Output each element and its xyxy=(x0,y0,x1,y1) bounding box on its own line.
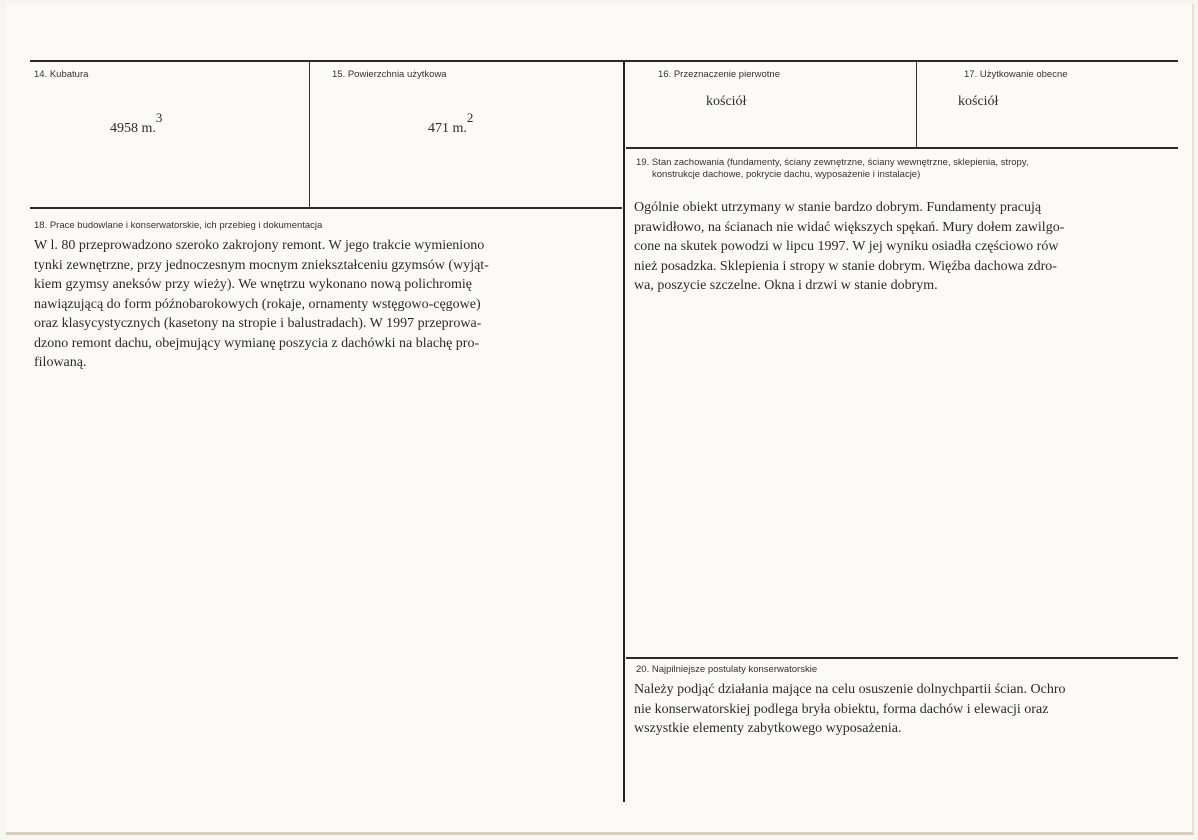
record-card xyxy=(6,4,1194,835)
usable-area-number: 471 m. xyxy=(428,121,467,136)
rule-right-bottom xyxy=(626,657,1178,659)
condition-text-line: cone na skutek powodzi w lipcu 1997. W jej wyniku osiadła częściowo rów xyxy=(634,239,1059,254)
works-text-line: tynki zewnętrzne, przy jednoczesnym mocnym zniekształceniu gzymsów (wyjąt- xyxy=(34,257,489,273)
works-text-line: nawiązującą do form późnobarokowych (rokaje, ornamenty wstęgowo-cęgowe) xyxy=(34,296,481,312)
postulates-text-line: wszystkie elementy zabytkowego wyposażenia. xyxy=(634,721,902,736)
postulates-text-line: Należy podjąć działania mające na celu osuszenie dolnychpartii ścian. Ochro xyxy=(634,682,1066,697)
works-text xyxy=(34,236,489,373)
works-text-line: W l. 80 przeprowadzono szeroko zakrojony remont. W jego trakcie wymieniono xyxy=(34,238,485,253)
works-text-line: kiem gzymsy aneksów przy wieży). We wnętrzu wykonano nową polichromię xyxy=(34,277,472,292)
current-use-value: kościół xyxy=(958,94,999,109)
condition-label-line2: konstrukcje dachowe, pokrycie dachu, wyposażenie i instalacje) xyxy=(652,169,921,180)
postulates-label: 20. Najpilniejsze postulaty konserwatorskie xyxy=(636,664,818,675)
condition-text xyxy=(634,198,1064,296)
condition-label-line1: 19. Stan zachowania (fundamenty, ściany zewnętrzne, ściany wewnętrzne, sklepienia, stropy, xyxy=(636,157,1029,168)
works-text-line: filowaną. xyxy=(34,355,87,370)
works-label: 18. Prace budowlane i konserwatorskie, ich przebieg i dokumentacja xyxy=(34,220,323,231)
cubature-value xyxy=(110,110,163,137)
works-text-line: oraz klasycystycznych (kasetony na stropie i balustradach). W 1997 przeprowa- xyxy=(34,316,482,331)
original-use-label: 16. Przeznaczenie pierwotne xyxy=(658,69,780,80)
usable-area-value xyxy=(428,110,474,137)
divider-16-17 xyxy=(916,62,917,148)
current-use-label: 17. Użytkowanie obecne xyxy=(964,69,1068,80)
usable-area-exponent: 2 xyxy=(466,110,474,125)
usable-area-label: 15. Powierzchnia użytkowa xyxy=(332,69,447,80)
divider-14-15 xyxy=(309,62,310,208)
rule-right-top xyxy=(626,147,1178,149)
center-divider xyxy=(623,62,625,802)
condition-text-line: wa, poszycie szczelne. Okna i drzwi w stanie dobrym. xyxy=(634,278,938,293)
works-text-line: dzono remont dachu, obejmujący wymianę poszycia z dachówki na blachę pro- xyxy=(34,335,480,351)
cubature-label: 14. Kubatura xyxy=(34,69,89,80)
original-use-value: kościół xyxy=(706,94,747,109)
cubature-exponent: 3 xyxy=(155,110,163,125)
rule-left-mid xyxy=(30,207,622,209)
condition-text-line: Ogólnie obiekt utrzymany w stanie bardzo dobrym. Fundamenty pracują xyxy=(634,200,1042,215)
condition-text-line: prawidłowo, na ścianach nie widać większych spękań. Mury dołem zawilgo- xyxy=(634,219,1065,235)
condition-text-line: nież posadzka. Sklepienia i stropy w stanie dobrym. Więźba dachowa zdro- xyxy=(634,258,1057,274)
top-rule xyxy=(30,60,1178,62)
postulates-text xyxy=(634,680,1065,739)
cubature-number: 4958 m. xyxy=(110,121,156,136)
postulates-text-line: nie konserwatorskiej podlega bryła obiektu, forma dachów i elewacji oraz xyxy=(634,701,1049,717)
